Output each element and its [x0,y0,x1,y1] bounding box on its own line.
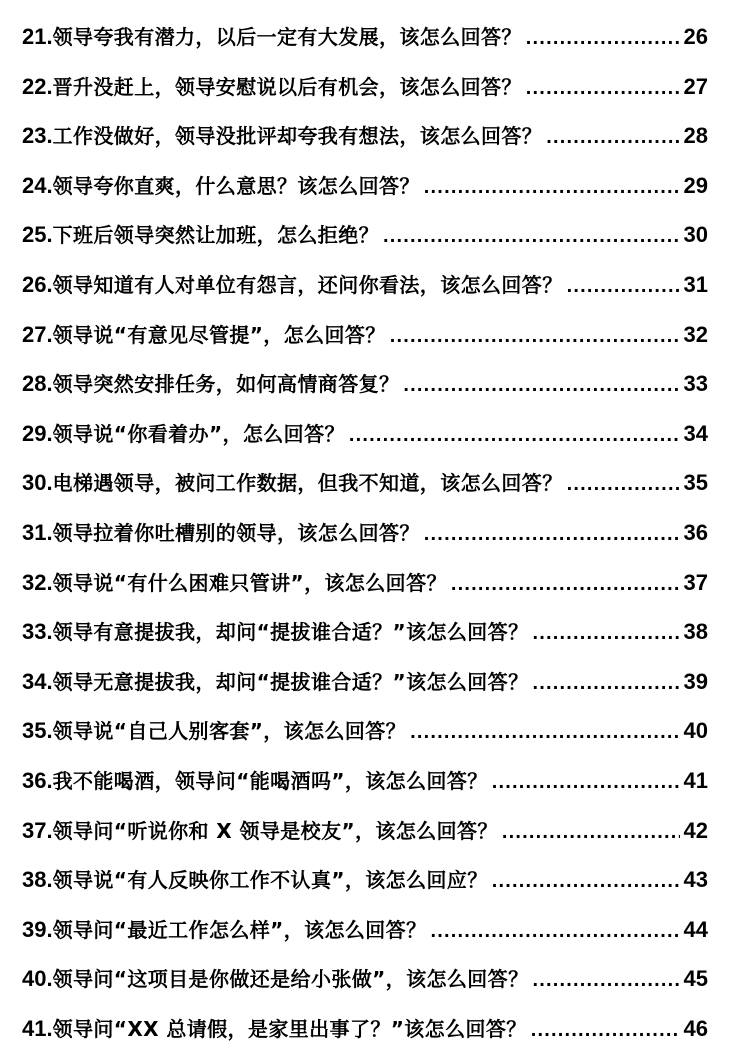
entry-title: 领导夸我有潜力，以后一定有大发展，该怎么回答？ [52,25,522,49]
entry-title: 领导问“XX 总请假，是家里出事了？”该怎么回答？ [52,1016,527,1041]
entry-number: 40. [22,966,53,992]
dot-leader [349,411,680,461]
entry-title: 领导无意提拔我，却问“提拔谁合适？”该怎么回答？ [52,669,529,694]
entry-page-number: 28 [683,123,708,149]
toc-entry-40[interactable] [22,954,708,1004]
entry-page-number: 42 [683,817,708,843]
toc-entry-24[interactable] [22,161,708,211]
entry-title: 领导突然安排任务，如何高情商答复？ [52,372,400,397]
dot-leader [390,312,680,362]
entry-title: 领导问“听说你和 X 领导是校友”，该怎么回答？ [52,818,498,843]
entry-number: 39. [22,916,53,942]
dot-leader [424,163,680,213]
entry-page-number: 39 [683,668,708,694]
dot-leader [526,14,680,64]
toc-entry-29[interactable] [22,409,708,459]
dot-leader [383,212,680,262]
entry-number: 36. [22,767,53,793]
entry-number: 21. [22,24,53,49]
toc-entry-30[interactable] [22,458,708,508]
dot-leader [403,361,679,411]
entry-page-number: 27 [683,73,708,99]
dot-leader [502,808,680,858]
entry-title: 工作没做好，领导没批评却夸我有想法，该怎么回答？ [52,124,543,149]
entry-number: 24. [22,172,53,198]
entry-title: 领导有意提拔我，却问“提拔谁合适？”该怎么回答？ [52,620,529,645]
entry-page-number: 45 [683,966,708,992]
dot-leader [531,1006,680,1055]
dot-leader [532,659,679,709]
toc-entry-27[interactable] [22,310,708,360]
entry-page-number: 33 [683,371,708,397]
toc-entry-25[interactable] [22,210,708,260]
dot-leader [424,510,680,560]
toc-entry-36[interactable] [22,756,708,806]
dot-leader [492,857,680,907]
entry-number: 23. [22,123,53,149]
toc-entry-28[interactable] [22,359,708,409]
entry-page-number: 36 [683,519,708,545]
entry-title: 下班后领导突然让加班，怎么拒绝？ [52,223,379,248]
toc-entry-38[interactable] [22,855,708,905]
entry-title: 领导拉着你吐槽别的领导，该怎么回答？ [52,520,420,545]
entry-page-number: 44 [683,916,708,942]
entry-title: 领导说“有意见尽管提”，怎么回答？ [52,322,386,347]
dot-leader [546,113,679,163]
entry-number: 35. [22,718,53,744]
toc-entry-31[interactable] [22,508,708,558]
entry-page-number: 31 [683,271,708,297]
entry-number: 34. [22,668,53,694]
dot-leader [532,956,679,1006]
dot-leader [430,907,679,957]
toc-entry-41[interactable] [22,1004,708,1054]
entry-number: 22. [22,73,53,99]
dot-leader [567,460,680,510]
entry-page-number: 30 [683,222,708,248]
dot-leader [451,560,680,610]
entry-page-number: 26 [683,24,708,49]
entry-page-number: 37 [683,569,708,595]
entry-page-number: 38 [683,619,708,645]
dot-leader [492,758,680,808]
entry-title: 我不能喝酒，领导问“能喝酒吗”，该怎么回答？ [52,768,488,793]
entry-number: 30. [22,470,53,496]
entry-number: 29. [22,420,53,446]
entry-number: 25. [22,222,53,248]
toc-entry-33[interactable] [22,607,708,657]
entry-title: 晋升没赶上，领导安慰说以后有机会，该怎么回答？ [52,74,522,99]
entry-number: 27. [22,321,53,347]
entry-title: 领导说“有什么困难只管讲”，该怎么回答？ [52,570,447,595]
dot-leader [410,708,679,758]
entry-title: 领导问“最近工作怎么样”，该怎么回答？ [52,917,427,942]
entry-page-number: 34 [683,420,708,446]
entry-page-number: 32 [683,321,708,347]
dot-leader [532,609,679,659]
entry-title: 领导说“有人反映你工作不认真”，该怎么回应？ [52,868,488,893]
dot-leader [526,64,680,114]
toc-entry-32[interactable] [22,558,708,608]
entry-title: 领导问“这项目是你做还是给小张做”，该怎么回答？ [52,967,529,992]
entry-page-number: 43 [683,867,708,893]
entry-number: 28. [22,371,53,397]
entry-title: 电梯遇领导，被问工作数据，但我不知道，该怎么回答？ [52,471,563,496]
toc-entry-26[interactable] [22,260,708,310]
toc-entry-34[interactable] [22,657,708,707]
toc-entry-23[interactable] [22,111,708,161]
entry-number: 41. [22,1015,53,1041]
dot-leader [567,262,680,312]
entry-title: 领导夸你直爽，什么意思？该怎么回答？ [52,173,420,198]
entry-number: 26. [22,271,53,297]
entry-title: 领导说“自己人别客套”，该怎么回答？ [52,719,407,744]
entry-title: 领导知道有人对单位有怨言，还问你看法，该怎么回答？ [52,272,563,297]
entry-page-number: 40 [683,718,708,744]
toc-entry-21[interactable] [22,12,708,62]
entry-number: 37. [22,817,53,843]
entry-number: 33. [22,619,53,645]
entry-number: 32. [22,569,53,595]
toc-entry-35[interactable] [22,706,708,756]
entry-page-number: 35 [683,470,708,496]
entry-title: 领导说“你看着办”，怎么回答？ [52,421,345,446]
toc-entry-22[interactable] [22,62,708,112]
toc-entry-37[interactable] [22,806,708,856]
table-of-contents [22,12,708,1053]
entry-page-number: 46 [683,1015,708,1041]
entry-number: 38. [22,867,53,893]
entry-page-number: 29 [683,172,708,198]
toc-entry-39[interactable] [22,905,708,955]
entry-page-number: 41 [683,767,708,793]
entry-number: 31. [22,519,53,545]
